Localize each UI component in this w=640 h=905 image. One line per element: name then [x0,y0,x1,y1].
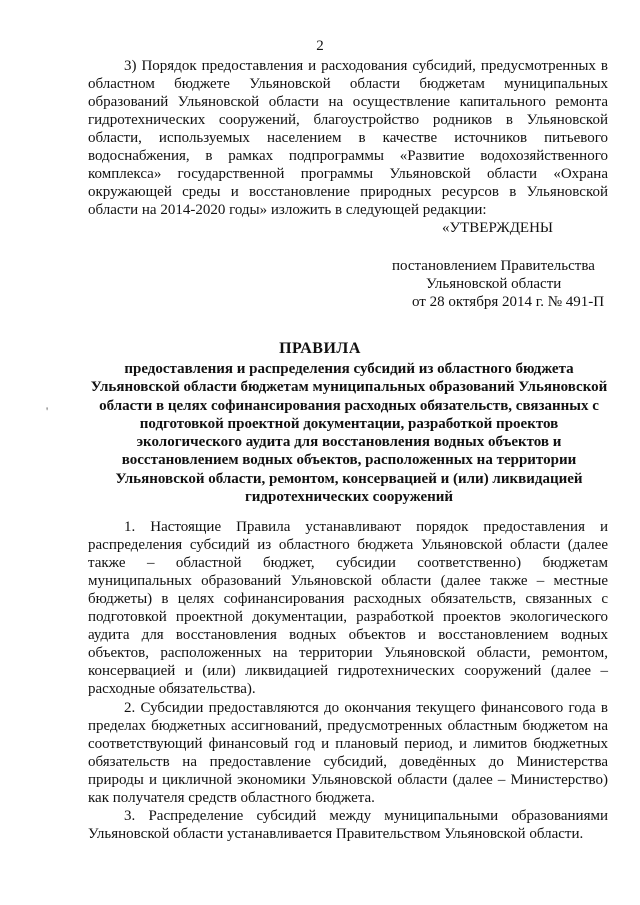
clause-2: 2. Субсидии предоставляются до окончания текущего финансового года в пределах бюджетных ассигнований, предусмотренных областным бюджетом на соответствующий финансовый год и плановый период, и лимитов бюджетных обязательств на предоставление субсидий, доведённых до Министерства природы и цикличной экономики Ульяновской области (далее – Министерство) как получателя средств областного бюджета. [88,700,608,806]
clause-3: 3. Распределение субсидий между муниципальными образованиями Ульяновской области устанавливается Правительством Ульяновской области. [88,808,608,842]
approval-line-3: от 28 октября 2014 г. № 491-П [412,294,605,310]
document-title: ПРАВИЛА [279,340,361,357]
margin-mark: ' [46,404,49,418]
approval-line-2: Ульяновской области [426,276,562,292]
page-number: 2 [316,38,324,54]
approval-line-1: постановлением Правительства [392,258,595,274]
intro-paragraph: 3) Порядок предоставления и расходования субсидий, предусмотренных в областном бюджете Ульяновской области бюджетам муниципальных образований Ульяновской области на осуществление капитального ремонта гидротехнических сооружений, благоустройство родников в Ульяновской области, используемых населением в качестве источников питьевого водоснабжения, в рамках подпрограммы «Развитие водохозяйственного комплекса» государственной программы Ульяновской области «Охрана окружающей среды и восстановление природных ресурсов в Ульяновской области на 2014-2020 годы» изложить в следующей редакции: [88,58,608,218]
document-subtitle: предоставления и распределения субсидий из областного бюджета Ульяновской области бюджетам муниципальных образований Ульяновской области в целях софинансирования расходных обязательств, связанных с подготовкой проектной документации, разработкой проектов экологического аудита для восстановления водных объектов и восстановлением водных объектов, расположенных на территории Ульяновской области, ремонтом, консервацией и (или) ликвидацией гидротехнических сооружений [90,361,608,506]
clause-1: 1. Настоящие Правила устанавливают порядок предоставления и распределения субсидий из областного бюджета Ульяновской области (далее также – областной бюджет, субсидии соответственно) бюджетам муниципальных образований Ульяновской области (далее также – местные бюджеты) в целях софинансирования расходных обязательств, связанных с подготовкой проектной документации, разработкой проектов экологического аудита для восстановления водных объектов и восстановлением водных объектов, расположенных на территории Ульяновской области, ремонтом, консервацией и (или) ликвидацией гидротехнических сооружений (далее – расходные обязательства). [88,519,608,697]
approval-stamp: «УТВЕРЖДЕНЫ [442,220,554,236]
